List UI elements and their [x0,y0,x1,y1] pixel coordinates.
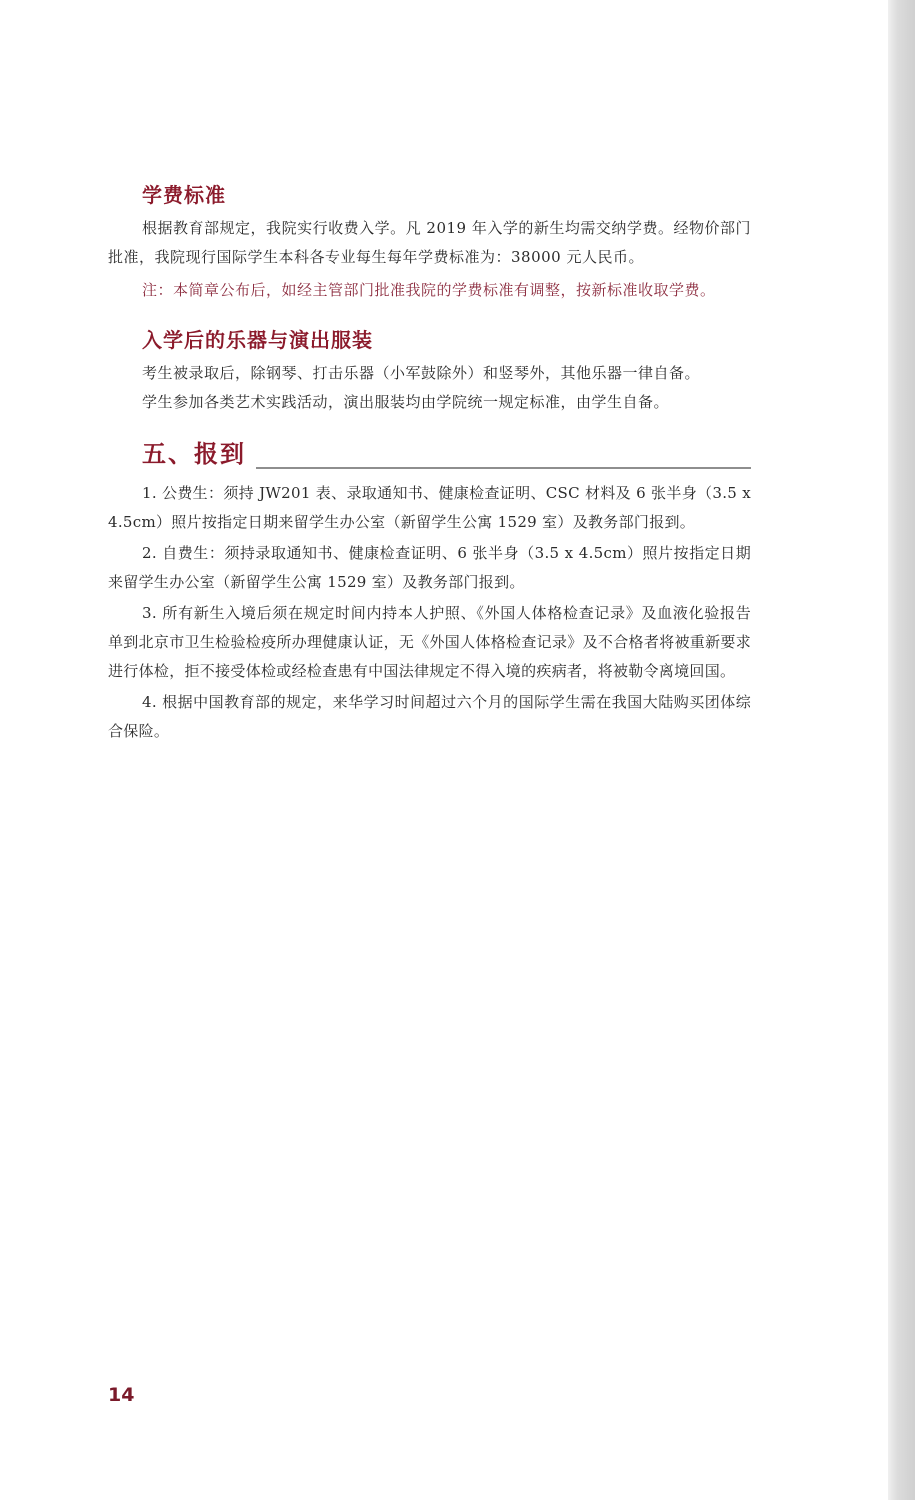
registration-item-3: 3. 所有新生入境后须在规定时间内持本人护照、《外国人体格检查记录》及血液化验报告单到北京市卫生检验检疫所办理健康认证，无《外国人体格检查记录》及不合格者将被重新要求进行体检，拒不接受体检或经检查患有中国法律规定不得入境的疾病者，将被勒令离境回国。 [108,604,751,680]
tuition-paragraph: 根据教育部规定，我院实行收费入学。凡 2019 年入学的新生均需交纳学费。经物价部门批准，我院现行国际学生本科各专业每生每年学费标准为：38000 元人民币。 [108,219,751,266]
registration-item-2: 2. 自费生：须持录取通知书、健康检查证明、6 张半身（3.5 x 4.5cm）照片按指定日期来留学生办公室（新留学生公寓 1529 室）及教务部门报到。 [108,544,751,591]
page-content [108,180,751,748]
registration-item-4: 4. 根据中国教育部的规定，来华学习时间超过六个月的国际学生需在我国大陆购买团体综合保险。 [108,693,751,740]
registration-title: 五、报到 [142,440,246,468]
registration-section-header [108,435,751,479]
instruments-paragraph-1: 考生被录取后，除钢琴、打击乐器（小军鼓除外）和竖琴外，其他乐器一律自备。 [142,364,701,382]
instruments-paragraph-2: 学生参加各类艺术实践活动，演出服装均由学院统一规定标准，由学生自备。 [142,393,670,411]
registration-item-1: 1. 公费生：须持 JW201 表、录取通知书、健康检查证明、CSC 材料及 6 张半身（3.5 x 4.5cm）照片按指定日期来留学生办公室（新留学生公寓 1529 室）及教务部门报到。 [108,484,751,531]
section-divider [256,467,751,469]
section-gap [108,305,751,325]
page-number: 14 [108,1384,135,1406]
tuition-note: 注：本简章公布后，如经主管部门批准我院的学费标准有调整，按新标准收取学费。 [142,281,716,299]
page-edge-shadow [888,0,915,1500]
instruments-heading: 入学后的乐器与演出服装 [142,328,373,352]
tuition-heading: 学费标准 [142,183,226,207]
